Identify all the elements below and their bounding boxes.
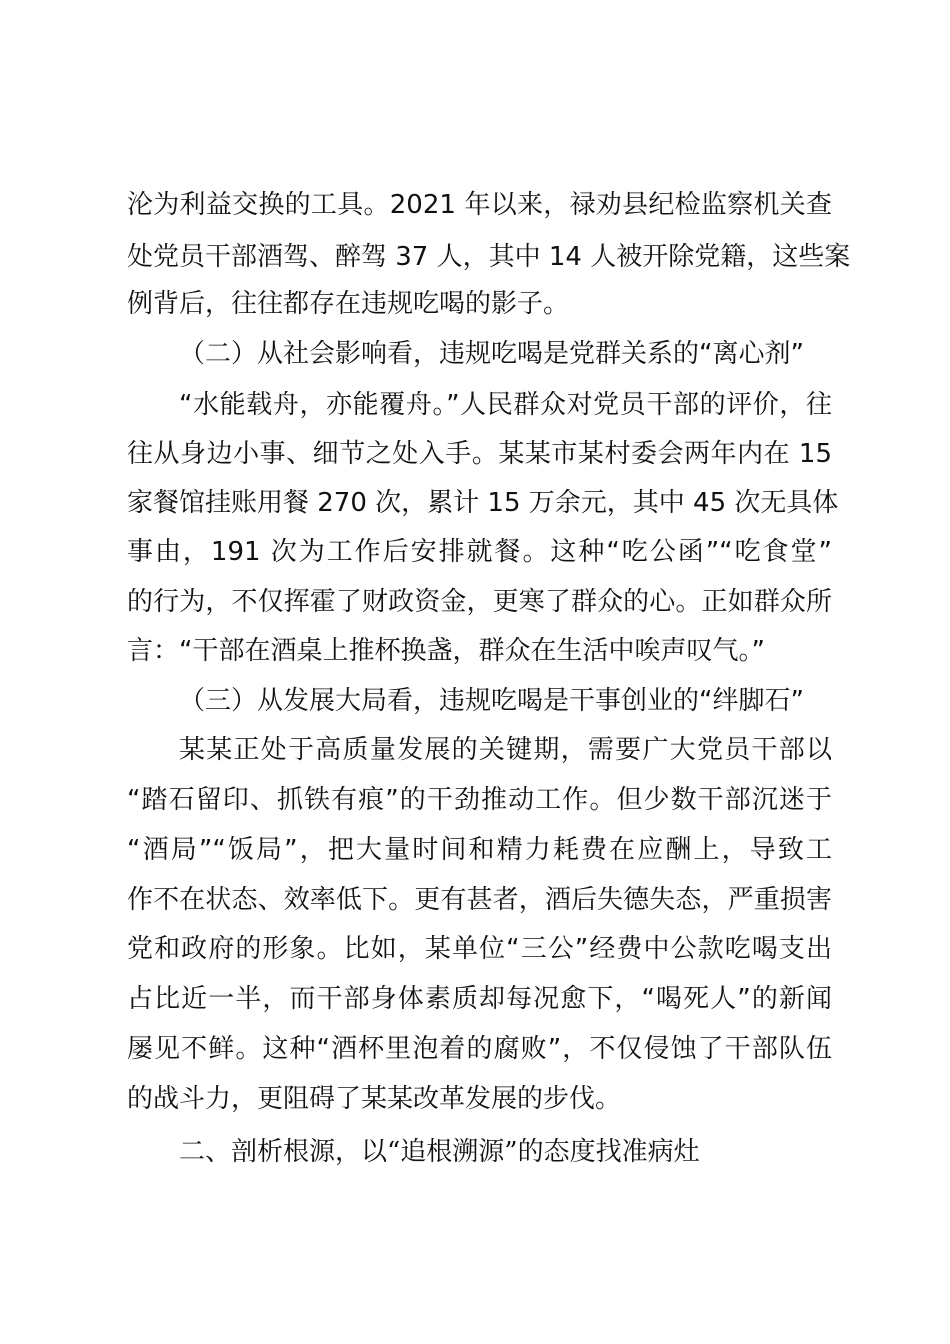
text-line: 例背后，往往都存在违规吃喝的影子。	[127, 289, 570, 319]
text-line: 事由，191 次为工作后安排就餐。这种“吃公函”“吃食堂”	[127, 537, 832, 567]
section-heading: （二）从社会影响看，违规吃喝是党群关系的“离心剂”	[179, 339, 804, 369]
text-line: 党和政府的形象。比如，某单位“三公”经费中公款吃喝支出	[127, 934, 832, 964]
text-line: 的战斗力，更阻碍了某某改革发展的步伐。	[127, 1084, 622, 1114]
text-line: “踏石留印、抓铁有痕”的干劲推动工作。但少数干部沉迷于	[127, 785, 832, 815]
text-line: “酒局”“饭局”，把大量时间和精力耗费在应酬上，导致工	[127, 835, 832, 865]
text-line: “水能载舟，亦能覆舟。”人民群众对党员干部的评价，往	[179, 390, 832, 420]
text-line: 言：“干部在酒桌上推杯换盏，群众在生活中唉声叹气。”	[127, 636, 765, 666]
text-line: 往从身边小事、细节之处入手。某某市某村委会两年内在 15	[127, 439, 832, 469]
text-line: 沦为利益交换的工具。2021 年以来，禄劝县纪检监察机关查	[127, 190, 832, 220]
text-line: 某某正处于高质量发展的关键期，需要广大党员干部以	[179, 735, 832, 765]
chapter-heading: 二、剖析根源，以“追根溯源”的态度找准病灶	[179, 1137, 700, 1167]
text-line: 的行为，不仅挥霍了财政资金，更寒了群众的心。正如群众所	[127, 587, 832, 617]
text-line: 作不在状态、效率低下。更有甚者，酒后失德失态，严重损害	[127, 885, 832, 915]
text-line: 屡见不鲜。这种“酒杯里泡着的腐败”，不仅侵蚀了干部队伍	[127, 1034, 832, 1064]
text-line: 家餐馆挂账用餐 270 次，累计 15 万余元，其中 45 次无具体	[127, 488, 839, 518]
text-line: 占比近一半，而干部身体素质却每况愈下，“喝死人”的新闻	[127, 984, 832, 1014]
text-line: 处党员干部酒驾、醉驾 37 人，其中 14 人被开除党籍，这些案	[127, 242, 851, 272]
section-heading: （三）从发展大局看，违规吃喝是干事创业的“绊脚石”	[179, 686, 804, 716]
